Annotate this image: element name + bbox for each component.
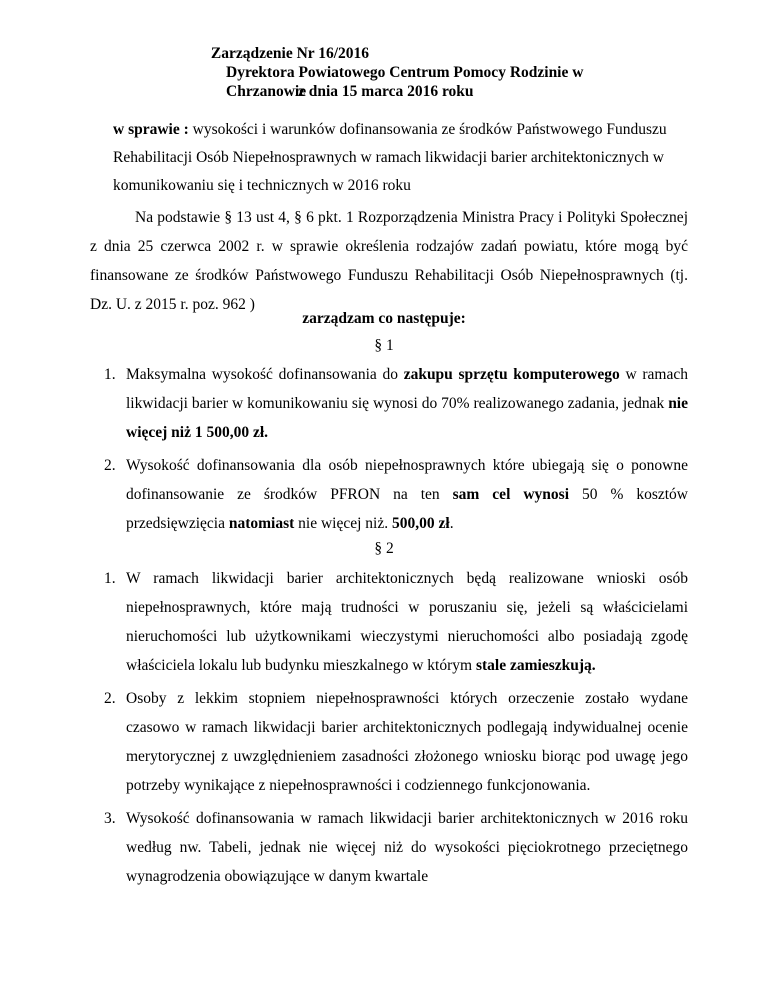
subject-text: wysokości i warunków dofinansowania ze środków Państwowego Funduszu Rehabilitacji Osób Niepełnosprawnych w ramach likwidacji barier architektonicznych w komunikowaniu się i technicznych w 2016 roku bbox=[113, 121, 667, 194]
item-bold-text: natomiast bbox=[228, 515, 295, 532]
item-number: 2. bbox=[104, 457, 116, 474]
item-text: 50 % kosztów przedsięwzięcia bbox=[126, 486, 688, 532]
item-bold-text: 500,00 zł bbox=[392, 515, 450, 532]
item-number: 2. bbox=[104, 690, 116, 707]
item-bold-text: stale zamieszkują. bbox=[475, 657, 596, 674]
item-text: w ramach likwidacji barier w komunikowaniu się wynosi do 70% realizowanego zadania, jednak bbox=[126, 366, 688, 412]
item-bold-text: wynosi bbox=[523, 486, 570, 503]
item-bold-text: zakupu sprzętu komputerowego bbox=[403, 366, 620, 383]
section-1-list bbox=[90, 360, 688, 542]
item-text: W ramach likwidacji barier architektonicznych będą realizowane wnioski osób niepełnosprawnych, które mają trudności w poruszaniu się, jeżeli są właścicielami nieruchomości lub użytkownikami wieczystymi nieruchomości albo posiadają zgodę właściciela lokalu lub budynku mieszkalnego w którym bbox=[126, 570, 688, 674]
list-item bbox=[90, 360, 688, 447]
item-text: Maksymalna wysokość dofinansowania do bbox=[126, 366, 404, 383]
subject-label: w sprawie : bbox=[113, 121, 189, 138]
intro-paragraph bbox=[90, 203, 688, 319]
list-item bbox=[90, 564, 688, 680]
item-number: 3. bbox=[104, 810, 116, 827]
item-bold-text: nie więcej niż 1 500,00 zł. bbox=[126, 395, 688, 441]
item-text: . bbox=[449, 515, 454, 532]
list-item bbox=[90, 451, 688, 538]
subject-paragraph bbox=[113, 116, 683, 200]
item-text: nie więcej niż. bbox=[294, 515, 392, 532]
title-line-3: z dnia 15 marca 2016 roku bbox=[298, 83, 474, 100]
item-text: Wysokość dofinansowania dla osób niepełnosprawnych które ubiegają się o ponowne dofinansowanie ze środków PFRON na ten bbox=[126, 457, 688, 503]
item-text: Wysokość dofinansowania w ramach likwidacji barier architektonicznych w 2016 roku według nw. Tabeli, jednak nie więcej niż do wysokości pięciokrotnego przeciętnego wynagrodzenia obowiązujące w danym kwartale bbox=[126, 810, 688, 885]
decree-heading: zarządzam co następuje: bbox=[302, 310, 466, 327]
item-text bbox=[510, 486, 523, 503]
title-line-1: Zarządzenie Nr 16/2016 bbox=[210, 45, 370, 62]
item-number: 1. bbox=[104, 366, 116, 383]
list-item bbox=[90, 684, 688, 800]
item-number: 1. bbox=[104, 570, 116, 587]
intro-text: Na podstawie § 13 ust 4, § 6 pkt. 1 Rozporządzenia Ministra Pracy i Polityki Społecznej z dnia 25 czerwca 2002 r. w sprawie określenia rodzajów zadań powiatu, które mogą być finansowane ze środków Państwowego Funduszu Rehabilitacji Osób Niepełnosprawnych (tj. Dz. U. z 2015 r. poz. 962 ) bbox=[90, 209, 688, 313]
section-1-title: § 1 bbox=[374, 337, 394, 354]
section-2-list bbox=[90, 564, 688, 895]
list-item bbox=[90, 804, 688, 891]
title-line-2: Dyrektora Powiatowego Centrum Pomocy Rodzinie w Chrzanowie bbox=[226, 64, 584, 100]
item-text: Osoby z lekkim stopniem niepełnosprawności których orzeczenie zostało wydane czasowo w ramach likwidacji barier architektonicznych podlegają indywidualnej ocenie merytorycznej z uwzględnieniem zasadności złożonego wniosku biorąc pod uwagę jego potrzeby wynikające z niepełnosprawności i codziennego funkcjonowania. bbox=[126, 690, 688, 794]
section-2-title: § 2 bbox=[374, 540, 394, 557]
item-bold-text: sam cel bbox=[452, 486, 511, 503]
